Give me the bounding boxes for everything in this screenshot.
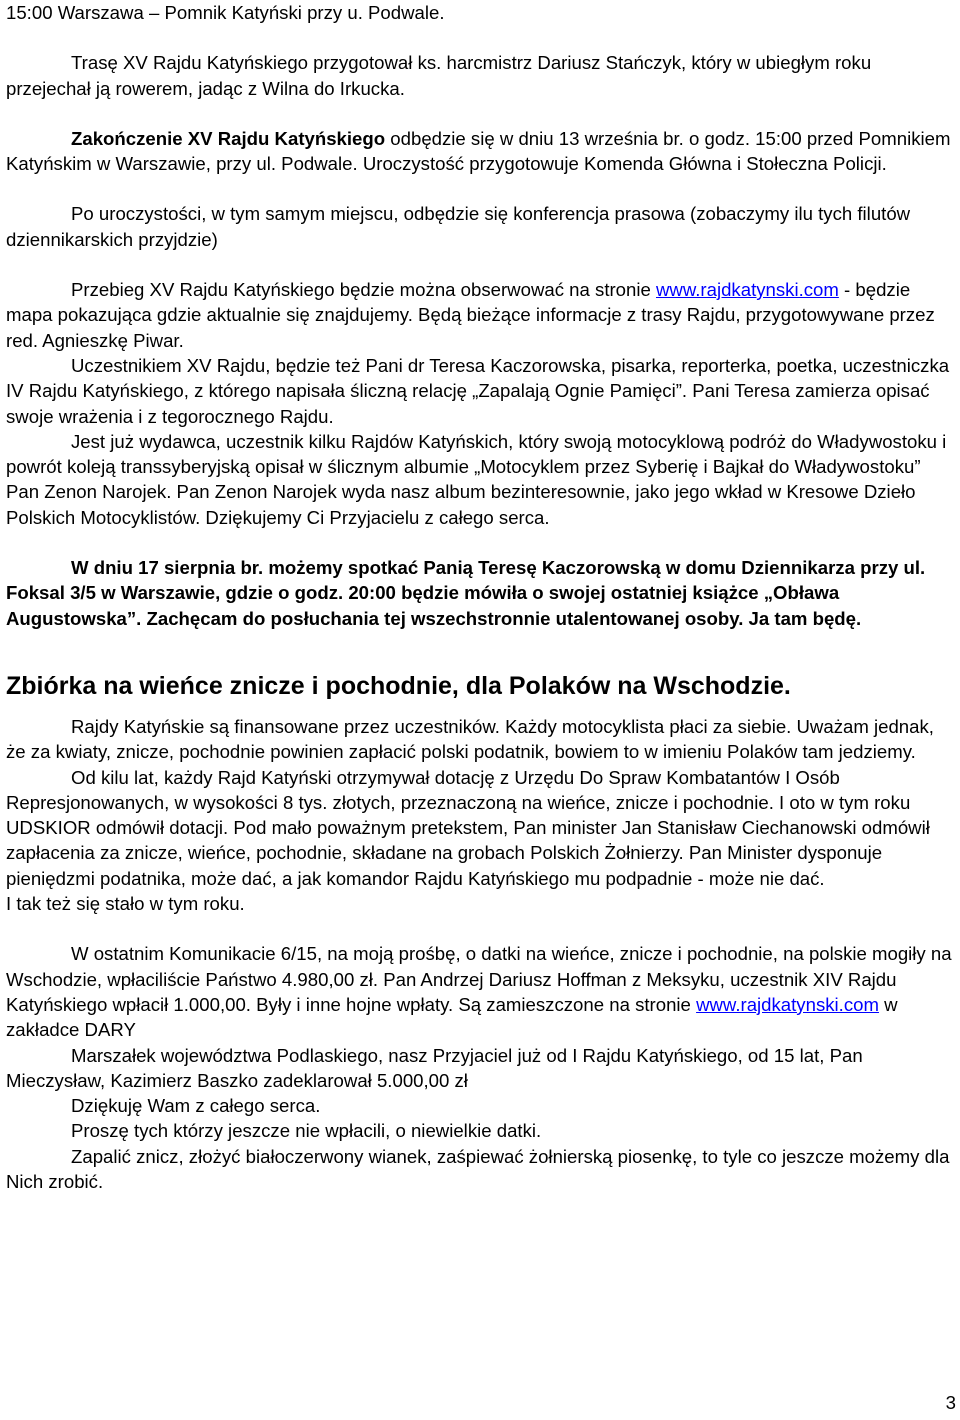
page-number: 3 [945,1392,956,1413]
paragraph-ending [6,126,954,177]
paragraph-meeting: W dniu 17 sierpnia br. możemy spotkać Panią Teresę Kaczorowską w domu Dziennikarza przy ul. Foksal 3/5 w Warszawie, gdzie o godz. 20:00 będzie mówiła o swojej ostatniej książce „Obława Augustowska”. Zachęcam do posłuchania tej wszechstronnie utalentowanej osoby. Ja tam będę. [6,557,926,629]
paragraph-participant: Uczestnikiem XV Rajdu, będzie też Pani dr Teresa Kaczorowska, pisarka, reporterka, poetka, uczestniczka IV Rajdu Katyńskiego, z którego napisała śliczną relację „Zapalają Ognie Pamięci”. Pani Teresa zamierza opisać swoje wrażenia i z tegorocznego Rajdu. [6,354,950,427]
paragraph-request: Proszę tych którzy jeszcze nie wpłacili, o niewielkie datki. [71,1120,542,1142]
paragraph-donations [6,941,954,1042]
paragraph-financing: Rajdy Katyńskie są finansowane przez uczestników. Każdy motocyklista płaci za siebie. Uważam jednak, że za kwiaty, znicze, pochodnie powinien zapłacić polski podatnik, bowiem to w imieniu Polaków tam jedziemy. [6,715,934,763]
ending-bold: Zakończenie XV Rajdu Katyńskiego [71,127,386,149]
document-page [6,0,954,1194]
paragraph-publisher: Jest już wydawca, uczestnik kilku Rajdów Katyńskich, który swoją motocyklową podróż do Władywostoku i powrót koleją transsyberyjską opisał w ślicznym albumie „Motocyklem przez Syberię i Bajkał do Władywostoku” Pan Zenon Narojek. Pan Zenon Narojek wyda nasz album bezinteresownie, jako jego wkład w Kresowe Dzieło Polskich Motocyklistów. Dziękujemy Ci Przyjacielu z całego serca. [6,430,947,528]
donations-text-a: W ostatnim Komunikacie 6/15, na moją prośbę, o datki na wieńce, znicze i pochodnie, na polskie mogiły na Wschodzie, wpłaciliście Państwo 4.980,00 zł. Pan Andrzej Dariusz Hoffman z Meksyku, uczestnik XIV Rajdu Katyńskiego wpłacił 1.000,00. Były i inne hojne wpłaty. Są zamieszczone na stronie [6,943,952,1015]
progress-text-b: - będzie mapa pokazująca gdzie aktualnie się znajdujemy. Będą bieżące informacje z trasy Rajdu, przygotowywane przez red. Agnieszkę Piwar. [6,279,935,351]
paragraph-thanks: Dziękuję Wam z całego serca. [71,1095,321,1117]
paragraph-this-year: I tak też się stało w tym roku. [6,893,245,915]
paragraph-subsidy: Od kilu lat, każdy Rajd Katyński otrzymywał dotację z Urzędu Do Spraw Kombatantów I Osób Represjonowanych, w wysokości 8 tys. złotych, przeznaczoną na wieńce, znicze i pochodnie. I oto w tym roku UDSKIOR odmówił dotacji. Pod mało poważnym pretekstem, Pan minister Jan Stanisław Ciechanowski odmówił zapłacenia za znicze, wieńce, pochodnie, składane na grobach Polskich Żołnierzy. Pan Minister dysponuje pieniędzmi podatnika, może dać, a jak komandor Rajdu Katyńskiego mu podpadnie - może nie dać. [6,766,930,889]
paragraph-time-place: 15:00 Warszawa – Pomnik Katyński przy u. Podwale. [6,2,445,23]
section-heading: Zbiórka na wieńce znicze i pochodnie, dla Polaków na Wschodzie. [6,671,791,700]
paragraph-progress [6,277,954,353]
paragraph-marshal: Marszałek województwa Podlaskiego, nasz Przyjaciel już od I Rajdu Katyńskiego, od 15 lat, Pan Mieczysław, Kazimierz Baszko zadeklarował 5.000,00 zł [6,1044,863,1091]
progress-text-a: Przebieg XV Rajdu Katyńskiego będzie można obserwować na stronie [71,279,656,301]
ending-text: odbędzie się w dniu 13 września br. o godz. 15:00 przed Pomnikiem Katyńskim w Warszawie, przy ul. Podwale. Uroczystość przygotowuje Komenda Główna i Stołeczna Policji. [6,127,951,175]
donations-text-b: w zakładce DARY [6,993,898,1041]
paragraph-route: Trasę XV Rajdu Katyńskiego przygotował ks. harcmistrz Dariusz Stańczyk, który w ubiegłym roku przejechał ją rowerem, jadąc z Wilna do Irkucka. [6,52,872,99]
rajd-website-link[interactable]: www.rajdkatynski.com [656,279,839,301]
paragraph-closing: Zapalić znicz, złożyć białoczerwony wianek, zaśpiewać żołnierską piosenkę, to tyle co jeszcze możemy dla Nich zrobić. [6,1145,950,1192]
rajd-website-link-2[interactable]: www.rajdkatynski.com [696,993,879,1015]
paragraph-conference: Po uroczystości, w tym samym miejscu, odbędzie się konferencja prasowa (zobaczymy ilu tych filutów dziennikarskich przyjdzie) [6,203,911,250]
